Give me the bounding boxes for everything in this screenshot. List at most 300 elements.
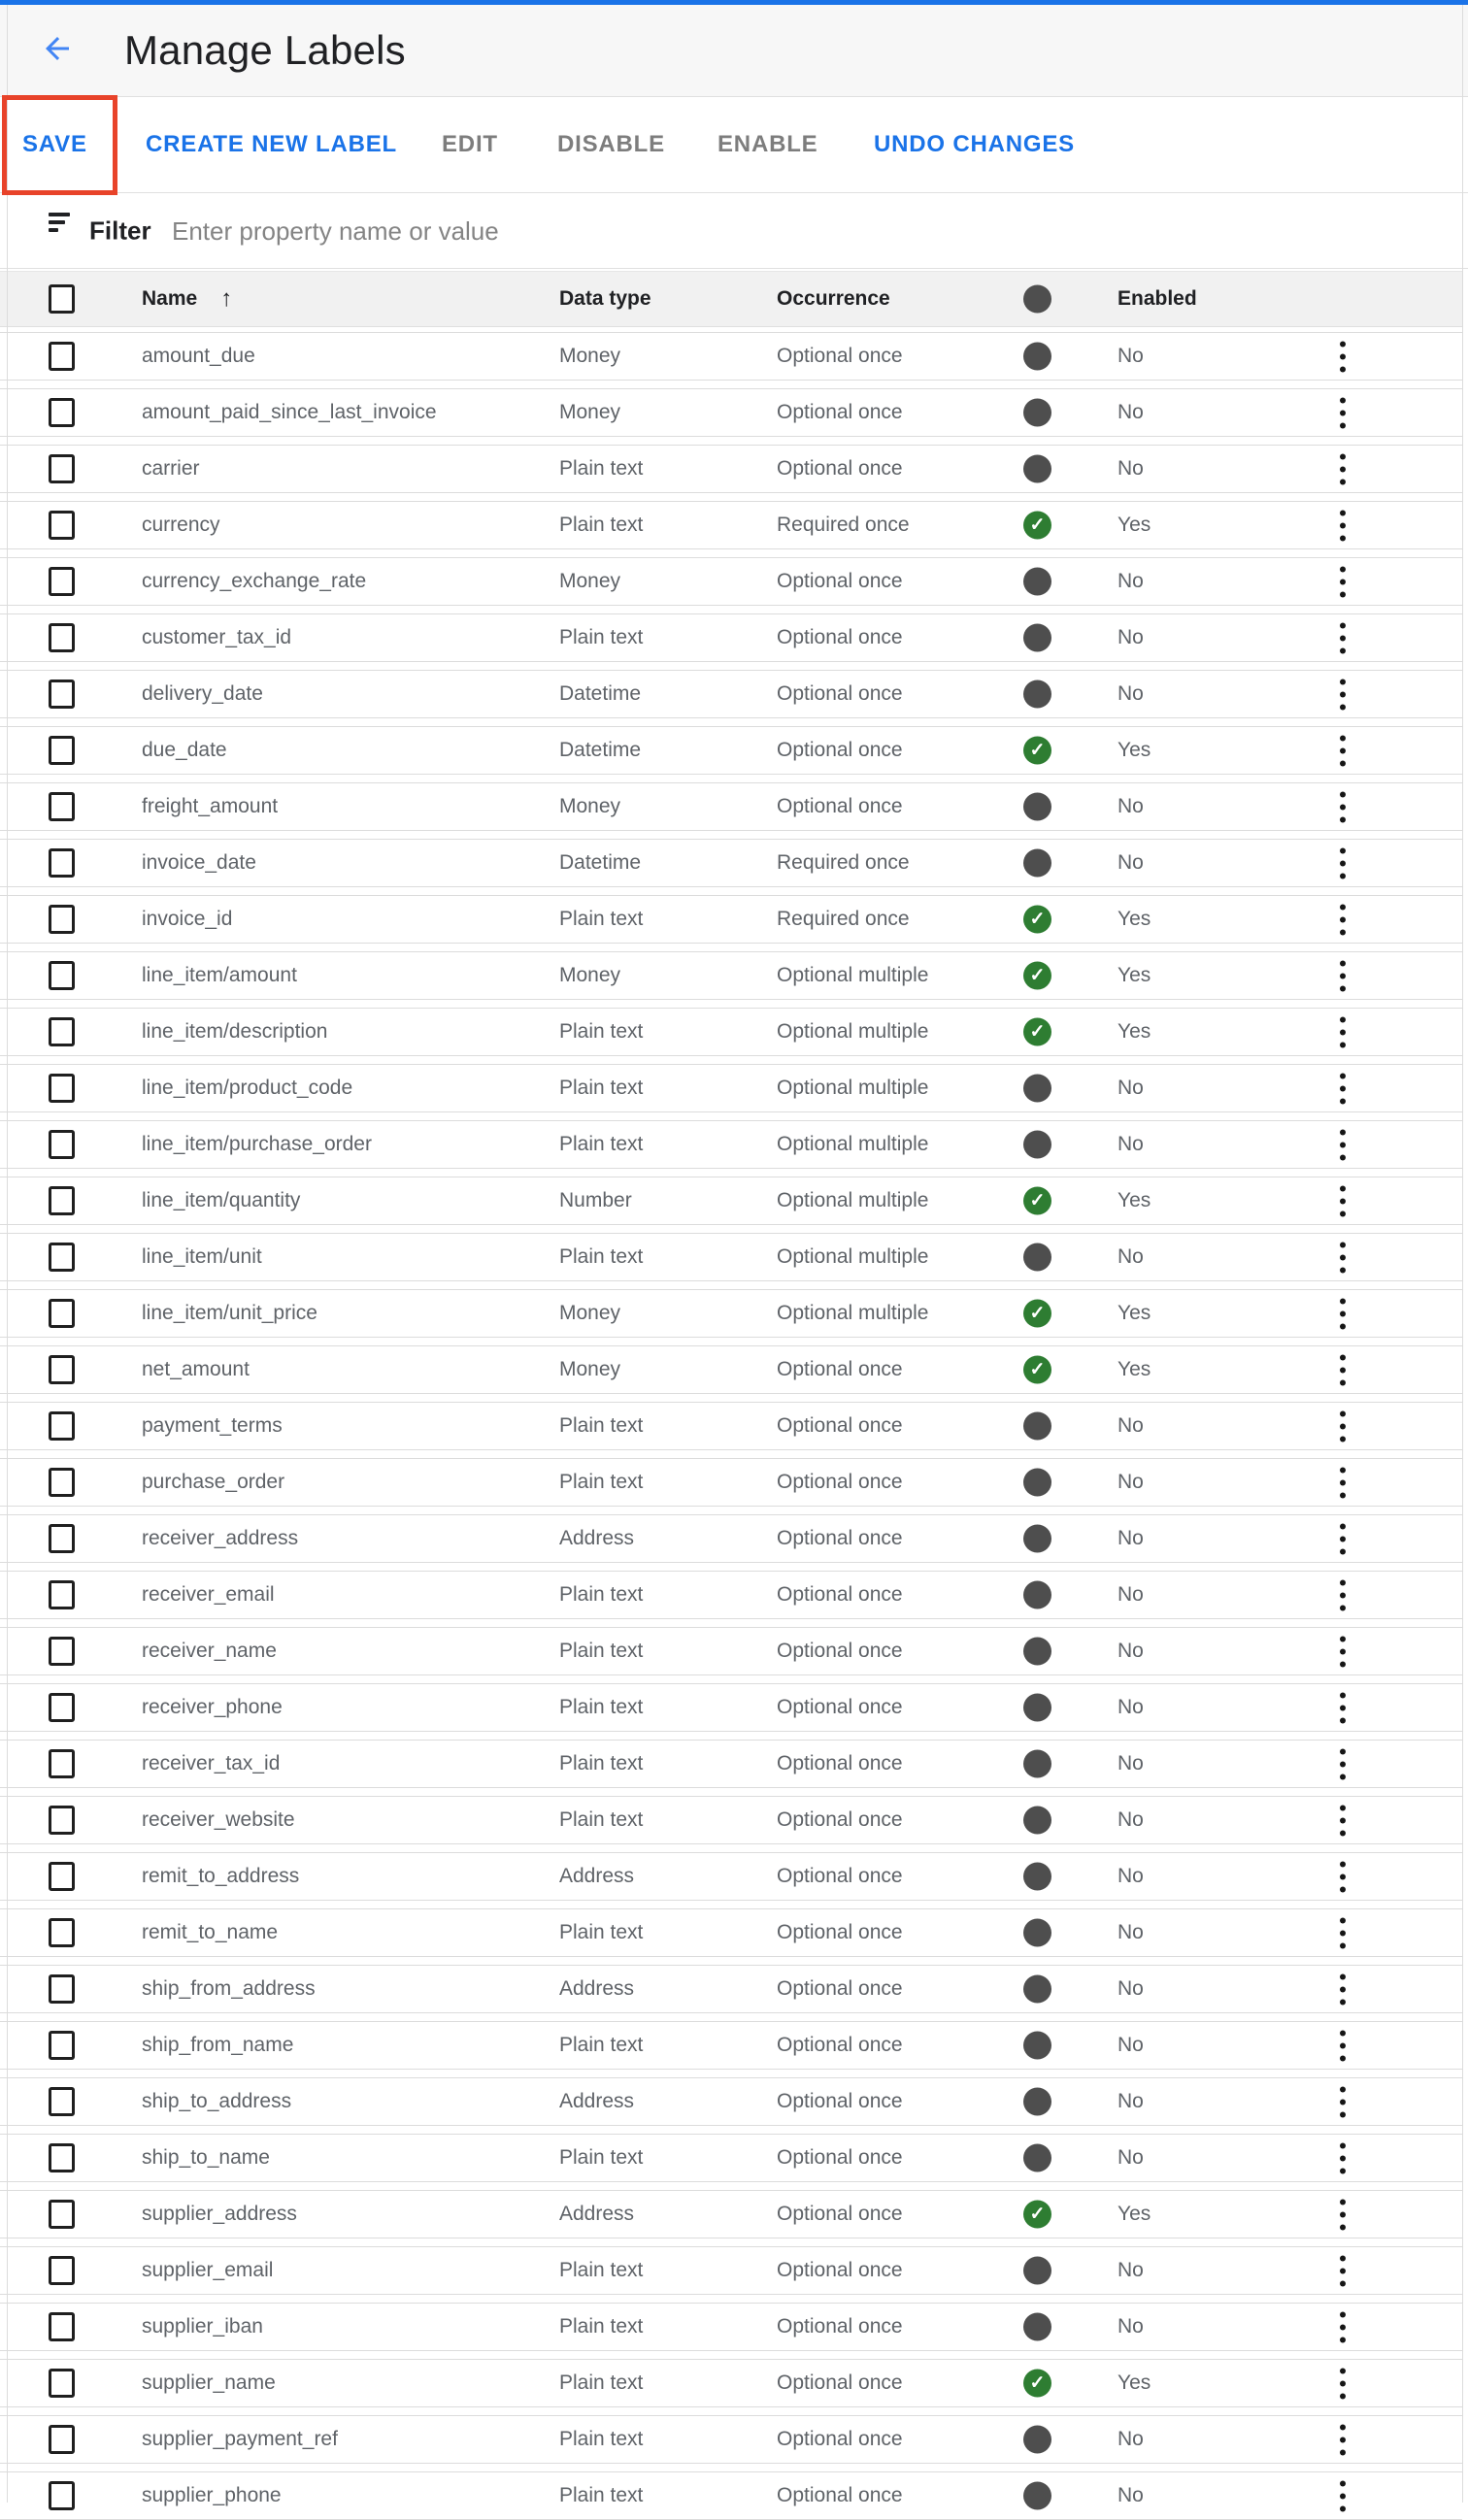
label-occurrence: Optional once [777, 1808, 903, 1831]
table-row[interactable] [0, 557, 1462, 606]
row-checkbox[interactable] [49, 2087, 75, 2116]
label-enabled-value: No [1118, 682, 1144, 705]
undo-changes-button[interactable]: UNDO CHANGES [874, 131, 1075, 157]
label-occurrence: Optional once [777, 682, 903, 705]
label-data-type: Plain text [559, 1077, 644, 1099]
label-enabled-value: No [1118, 795, 1144, 817]
label-occurrence: Optional once [777, 795, 903, 817]
row-checkbox[interactable] [49, 1411, 75, 1441]
label-occurrence: Optional once [777, 570, 903, 592]
table-row[interactable] [0, 1064, 1462, 1112]
table-row[interactable] [0, 2471, 1462, 2520]
label-enabled-value: No [1118, 1921, 1144, 1943]
label-name: ship_to_name [142, 2146, 270, 2169]
label-occurrence: Optional once [777, 1921, 903, 1943]
label-occurrence: Optional once [777, 2315, 903, 2338]
label-data-type: Plain text [559, 1921, 644, 1943]
label-enabled-value: No [1118, 1583, 1144, 1606]
label-data-type: Money [559, 964, 621, 986]
label-name: currency_exchange_rate [142, 570, 367, 592]
table-row[interactable] [0, 1852, 1462, 1901]
row-actions-kebab-icon[interactable] [1330, 901, 1354, 939]
label-enabled-value: No [1118, 570, 1144, 592]
label-occurrence: Optional once [777, 2203, 903, 2225]
row-actions-kebab-icon[interactable] [1330, 2365, 1354, 2403]
label-name: amount_due [142, 345, 255, 367]
row-actions-kebab-icon[interactable] [1330, 2083, 1354, 2121]
row-checkbox[interactable] [49, 1355, 75, 1384]
check-circle-icon: ✓ [1023, 906, 1051, 934]
label-enabled-value: No [1118, 1752, 1144, 1774]
label-enabled-value: No [1118, 2259, 1144, 2281]
row-checkbox[interactable] [49, 2143, 75, 2172]
row-actions-kebab-icon[interactable] [1330, 2477, 1354, 2515]
label-data-type: Plain text [559, 1133, 644, 1155]
label-occurrence: Optional once [777, 2371, 903, 2394]
row-checkbox[interactable] [49, 1186, 75, 1215]
row-checkbox[interactable] [49, 2031, 75, 2060]
row-checkbox[interactable] [49, 2369, 75, 2398]
row-actions-kebab-icon[interactable] [1330, 1858, 1354, 1896]
column-header-enabled: Enabled [1118, 287, 1197, 310]
row-actions-kebab-icon[interactable] [1330, 394, 1354, 432]
label-data-type: Plain text [559, 1696, 644, 1718]
label-occurrence: Optional once [777, 1358, 903, 1380]
label-data-type: Money [559, 401, 621, 423]
table-row[interactable] [0, 1289, 1462, 1338]
label-occurrence: Optional multiple [777, 1302, 929, 1324]
label-enabled-value: Yes [1118, 2203, 1151, 2225]
label-name: supplier_payment_ref [142, 2428, 338, 2450]
row-checkbox[interactable] [49, 2425, 75, 2454]
label-enabled-value: No [1118, 1527, 1144, 1549]
table-row[interactable] [0, 2246, 1462, 2295]
status-circle-icon [1023, 343, 1051, 371]
row-checkbox[interactable] [49, 1693, 75, 1722]
toolbar [0, 97, 1468, 193]
status-circle-icon [1023, 849, 1051, 878]
label-name: invoice_id [142, 908, 233, 930]
label-data-type: Plain text [559, 2315, 644, 2338]
label-enabled-value: No [1118, 1245, 1144, 1268]
status-circle-icon [1023, 1807, 1051, 1835]
label-occurrence: Optional once [777, 1977, 903, 2000]
row-actions-kebab-icon[interactable] [1330, 2027, 1354, 2065]
label-name: amount_paid_since_last_invoice [142, 401, 437, 423]
status-circle-icon [1023, 1694, 1051, 1722]
panel-left-border [7, 5, 8, 2503]
label-occurrence: Optional multiple [777, 1133, 929, 1155]
row-actions-kebab-icon[interactable] [1330, 1126, 1354, 1164]
row-checkbox[interactable] [49, 454, 75, 483]
label-data-type: Datetime [559, 851, 642, 874]
label-occurrence: Optional multiple [777, 1245, 929, 1268]
row-actions-kebab-icon[interactable] [1330, 1013, 1354, 1051]
row-actions-kebab-icon[interactable] [1330, 507, 1354, 545]
label-enabled-value: No [1118, 2315, 1144, 2338]
row-checkbox[interactable] [49, 1468, 75, 1497]
row-checkbox[interactable] [49, 848, 75, 878]
label-data-type: Plain text [559, 1245, 644, 1268]
label-data-type: Plain text [559, 1020, 644, 1043]
label-data-type: Address [559, 2203, 635, 2225]
row-actions-kebab-icon[interactable] [1330, 1464, 1354, 1502]
label-name: line_item/unit [142, 1245, 262, 1268]
row-actions-kebab-icon[interactable] [1330, 2308, 1354, 2346]
label-name: line_item/quantity [142, 1189, 301, 1211]
page-header [0, 5, 1468, 97]
label-enabled-value: No [1118, 457, 1144, 480]
row-actions-kebab-icon[interactable] [1330, 1182, 1354, 1220]
label-enabled-value: No [1118, 345, 1144, 367]
label-name: net_amount [142, 1358, 250, 1380]
row-actions-kebab-icon[interactable] [1330, 2252, 1354, 2290]
row-checkbox[interactable] [49, 1243, 75, 1272]
status-circle-icon [1023, 1243, 1051, 1272]
label-occurrence: Optional once [777, 626, 903, 648]
table-row[interactable] [0, 1908, 1462, 1957]
table-row[interactable] [0, 332, 1462, 381]
label-occurrence: Optional multiple [777, 1020, 929, 1043]
table-row[interactable] [0, 1008, 1462, 1056]
table-row[interactable] [0, 501, 1462, 549]
row-checkbox[interactable] [49, 2312, 75, 2341]
label-enabled-value: Yes [1118, 1358, 1151, 1380]
table-row[interactable] [0, 2021, 1462, 2070]
row-actions-kebab-icon[interactable] [1330, 2139, 1354, 2177]
label-occurrence: Optional once [777, 2146, 903, 2169]
status-circle-icon [1023, 1975, 1051, 2004]
label-name: receiver_name [142, 1640, 277, 1662]
row-checkbox[interactable] [49, 1862, 75, 1891]
row-checkbox[interactable] [49, 511, 75, 540]
label-name: remit_to_address [142, 1865, 300, 1887]
label-data-type: Money [559, 345, 621, 367]
label-name: freight_amount [142, 795, 279, 817]
table-row[interactable] [0, 1683, 1462, 1732]
status-circle-icon [1023, 2257, 1051, 2285]
label-enabled-value: No [1118, 1808, 1144, 1831]
label-occurrence: Required once [777, 908, 910, 930]
row-checkbox[interactable] [49, 961, 75, 990]
label-occurrence: Optional once [777, 2484, 903, 2506]
label-name: supplier_email [142, 2259, 274, 2281]
table-row[interactable] [0, 2077, 1462, 2126]
row-checkbox[interactable] [49, 2256, 75, 2285]
label-occurrence: Optional once [777, 1527, 903, 1549]
label-name: receiver_phone [142, 1696, 283, 1718]
row-checkbox[interactable] [49, 398, 75, 427]
label-enabled-value: No [1118, 1077, 1144, 1099]
table-row[interactable] [0, 1514, 1462, 1563]
enable-button[interactable]: ENABLE [717, 131, 818, 157]
table-row[interactable] [0, 2359, 1462, 2407]
label-occurrence: Optional once [777, 1583, 903, 1606]
label-name: supplier_name [142, 2371, 276, 2394]
label-enabled-value: No [1118, 1471, 1144, 1493]
row-actions-kebab-icon[interactable] [1330, 1971, 1354, 2008]
label-occurrence: Optional once [777, 1640, 903, 1662]
table-row[interactable] [0, 1965, 1462, 2013]
row-checkbox[interactable] [49, 1974, 75, 2004]
row-actions-kebab-icon[interactable] [1330, 338, 1354, 376]
status-circle-icon [1023, 2426, 1051, 2454]
table-row[interactable] [0, 2190, 1462, 2238]
table-row[interactable] [0, 1740, 1462, 1788]
label-name: line_item/description [142, 1020, 328, 1043]
status-circle-icon [1023, 2032, 1051, 2060]
check-circle-icon: ✓ [1023, 1018, 1051, 1046]
label-name: supplier_phone [142, 2484, 282, 2506]
label-enabled-value: Yes [1118, 514, 1151, 536]
row-checkbox[interactable] [49, 1524, 75, 1553]
table-row[interactable] [0, 2134, 1462, 2182]
row-checkbox[interactable] [49, 1749, 75, 1778]
row-actions-kebab-icon[interactable] [1330, 1408, 1354, 1445]
label-data-type: Plain text [559, 1808, 644, 1831]
label-data-type: Plain text [559, 2034, 644, 2056]
label-occurrence: Optional multiple [777, 1189, 929, 1211]
arrow-back-icon [40, 31, 75, 71]
status-circle-icon [1023, 1638, 1051, 1666]
check-circle-icon: ✓ [1023, 962, 1051, 990]
filter-bar [0, 193, 1468, 269]
row-actions-kebab-icon[interactable] [1330, 1351, 1354, 1389]
table-row[interactable] [0, 388, 1462, 437]
label-occurrence: Optional once [777, 2090, 903, 2112]
label-enabled-value: No [1118, 1977, 1144, 2000]
label-data-type: Money [559, 1302, 621, 1324]
select-all-checkbox[interactable] [49, 284, 75, 314]
row-actions-kebab-icon[interactable] [1330, 732, 1354, 770]
table-row[interactable] [0, 895, 1462, 944]
label-data-type: Plain text [559, 457, 644, 480]
label-data-type: Plain text [559, 2428, 644, 2450]
row-checkbox[interactable] [49, 342, 75, 371]
row-checkbox[interactable] [49, 1299, 75, 1328]
label-occurrence: Optional once [777, 1696, 903, 1718]
column-header-data-type: Data type [559, 287, 651, 310]
label-occurrence: Optional multiple [777, 1077, 929, 1099]
label-name: supplier_address [142, 2203, 297, 2225]
label-name: delivery_date [142, 682, 263, 705]
table-row[interactable] [0, 445, 1462, 493]
sort-ascending-icon: ↑ [220, 285, 233, 312]
label-data-type: Plain text [559, 1414, 644, 1437]
table-row[interactable] [0, 1233, 1462, 1281]
row-actions-kebab-icon[interactable] [1330, 1689, 1354, 1727]
label-name: ship_to_address [142, 2090, 292, 2112]
row-actions-kebab-icon[interactable] [1330, 845, 1354, 882]
row-checkbox[interactable] [49, 1580, 75, 1609]
table-row[interactable] [0, 2303, 1462, 2351]
label-data-type: Plain text [559, 2259, 644, 2281]
table-row[interactable] [0, 1402, 1462, 1450]
table-row[interactable] [0, 951, 1462, 1000]
table-row[interactable] [0, 1627, 1462, 1675]
label-occurrence: Optional once [777, 1752, 903, 1774]
row-actions-kebab-icon[interactable] [1330, 1070, 1354, 1108]
status-circle-icon [1023, 1919, 1051, 1947]
label-enabled-value: No [1118, 2146, 1144, 2169]
label-name: customer_tax_id [142, 626, 292, 648]
row-actions-kebab-icon[interactable] [1330, 1745, 1354, 1783]
row-checkbox[interactable] [49, 1017, 75, 1046]
label-enabled-value: Yes [1118, 908, 1151, 930]
label-name: line_item/unit_price [142, 1302, 317, 1324]
row-actions-kebab-icon[interactable] [1330, 1520, 1354, 1558]
table-row[interactable] [0, 2415, 1462, 2464]
status-circle-icon [1023, 1412, 1051, 1441]
row-actions-kebab-icon[interactable] [1330, 563, 1354, 601]
label-name: line_item/amount [142, 964, 297, 986]
table-row[interactable] [0, 1177, 1462, 1225]
row-actions-kebab-icon[interactable] [1330, 1295, 1354, 1333]
label-data-type: Address [559, 1527, 635, 1549]
row-actions-kebab-icon[interactable] [1330, 2421, 1354, 2459]
check-circle-icon: ✓ [1023, 1356, 1051, 1384]
row-actions-kebab-icon[interactable] [1330, 2196, 1354, 2234]
label-data-type: Address [559, 1865, 635, 1887]
row-actions-kebab-icon[interactable] [1330, 619, 1354, 657]
page-title: Manage Labels [124, 27, 406, 73]
status-circle-icon [1023, 793, 1051, 821]
label-data-type: Datetime [559, 682, 642, 705]
label-name: due_date [142, 739, 227, 761]
status-circle-icon [1023, 1863, 1051, 1891]
status-circle-icon [1023, 2313, 1051, 2341]
check-circle-icon: ✓ [1023, 1300, 1051, 1328]
edit-button[interactable]: EDIT [442, 131, 498, 157]
table-row[interactable] [0, 1571, 1462, 1619]
label-enabled-value: No [1118, 851, 1144, 874]
label-data-type: Address [559, 2090, 635, 2112]
row-checkbox[interactable] [49, 623, 75, 652]
status-circle-icon [1023, 1750, 1051, 1778]
row-actions-kebab-icon[interactable] [1330, 1914, 1354, 1952]
label-data-type: Plain text [559, 2484, 644, 2506]
label-data-type: Plain text [559, 1640, 644, 1662]
table-row[interactable] [0, 839, 1462, 887]
row-checkbox[interactable] [49, 1918, 75, 1947]
create-new-label-button[interactable]: CREATE NEW LABEL [146, 131, 398, 157]
label-occurrence: Optional once [777, 2259, 903, 2281]
label-data-type: Plain text [559, 908, 644, 930]
row-checkbox[interactable] [49, 1806, 75, 1835]
label-data-type: Plain text [559, 2146, 644, 2169]
filter-input[interactable] [170, 193, 1048, 270]
label-occurrence: Optional once [777, 1865, 903, 1887]
label-data-type: Address [559, 1977, 635, 2000]
label-occurrence: Required once [777, 514, 910, 536]
label-enabled-value: No [1118, 1865, 1144, 1887]
row-actions-kebab-icon[interactable] [1330, 1802, 1354, 1840]
status-circle-icon [1023, 2144, 1051, 2172]
check-circle-icon: ✓ [1023, 737, 1051, 765]
label-occurrence: Optional once [777, 1471, 903, 1493]
row-actions-kebab-icon[interactable] [1330, 1239, 1354, 1277]
table-row[interactable] [0, 1345, 1462, 1394]
status-circle-icon [1023, 1469, 1051, 1497]
row-checkbox[interactable] [49, 2200, 75, 2229]
status-circle-icon [1023, 1581, 1051, 1609]
table-row[interactable] [0, 1458, 1462, 1507]
row-checkbox[interactable] [49, 736, 75, 765]
column-header-occurrence: Occurrence [777, 287, 890, 310]
row-checkbox[interactable] [49, 2481, 75, 2510]
label-enabled-value: No [1118, 1640, 1144, 1662]
label-enabled-value: No [1118, 1133, 1144, 1155]
label-name: currency [142, 514, 220, 536]
table-row[interactable] [0, 726, 1462, 775]
disable-button[interactable]: DISABLE [557, 131, 665, 157]
label-name: supplier_iban [142, 2315, 263, 2338]
status-circle-icon [1023, 1075, 1051, 1103]
label-enabled-value: No [1118, 2034, 1144, 2056]
label-occurrence: Optional once [777, 457, 903, 480]
column-header-name[interactable]: Name ↑ [142, 285, 233, 312]
label-name: line_item/product_code [142, 1077, 353, 1099]
row-checkbox[interactable] [49, 1074, 75, 1103]
row-actions-kebab-icon[interactable] [1330, 1576, 1354, 1614]
row-checkbox[interactable] [49, 905, 75, 934]
label-enabled-value: No [1118, 2090, 1144, 2112]
label-data-type: Number [559, 1189, 632, 1211]
row-checkbox[interactable] [49, 567, 75, 596]
status-circle-icon [1023, 680, 1051, 709]
table-row[interactable] [0, 1796, 1462, 1844]
row-checkbox[interactable] [49, 792, 75, 821]
table-header-row [0, 271, 1462, 327]
label-table-body [0, 332, 1462, 2520]
label-occurrence: Optional once [777, 2428, 903, 2450]
row-actions-kebab-icon[interactable] [1330, 450, 1354, 488]
label-occurrence: Optional once [777, 2034, 903, 2056]
status-circle-icon [1023, 1131, 1051, 1159]
status-circle-icon [1023, 455, 1051, 483]
label-occurrence: Optional once [777, 739, 903, 761]
row-actions-kebab-icon[interactable] [1330, 1633, 1354, 1671]
column-header-status-circle-icon [1023, 285, 1051, 314]
label-data-type: Plain text [559, 626, 644, 648]
label-name: ship_from_name [142, 2034, 294, 2056]
row-checkbox[interactable] [49, 680, 75, 709]
status-circle-icon [1023, 399, 1051, 427]
label-name: receiver_website [142, 1808, 295, 1831]
label-enabled-value: Yes [1118, 964, 1151, 986]
back-button[interactable] [39, 32, 76, 69]
label-enabled-value: Yes [1118, 1020, 1151, 1043]
row-checkbox[interactable] [49, 1130, 75, 1159]
row-actions-kebab-icon[interactable] [1330, 676, 1354, 713]
table-row[interactable] [0, 1120, 1462, 1169]
check-circle-icon: ✓ [1023, 1187, 1051, 1215]
save-button[interactable]: SAVE [22, 131, 87, 157]
status-circle-icon [1023, 568, 1051, 596]
label-enabled-value: No [1118, 2428, 1144, 2450]
row-actions-kebab-icon[interactable] [1330, 788, 1354, 826]
table-row[interactable] [0, 782, 1462, 831]
label-name: receiver_tax_id [142, 1752, 281, 1774]
table-row[interactable] [0, 670, 1462, 718]
label-data-type: Plain text [559, 1471, 644, 1493]
label-data-type: Money [559, 570, 621, 592]
table-row[interactable] [0, 613, 1462, 662]
label-occurrence: Required once [777, 851, 910, 874]
row-actions-kebab-icon[interactable] [1330, 957, 1354, 995]
label-occurrence: Optional multiple [777, 964, 929, 986]
row-checkbox[interactable] [49, 1637, 75, 1666]
